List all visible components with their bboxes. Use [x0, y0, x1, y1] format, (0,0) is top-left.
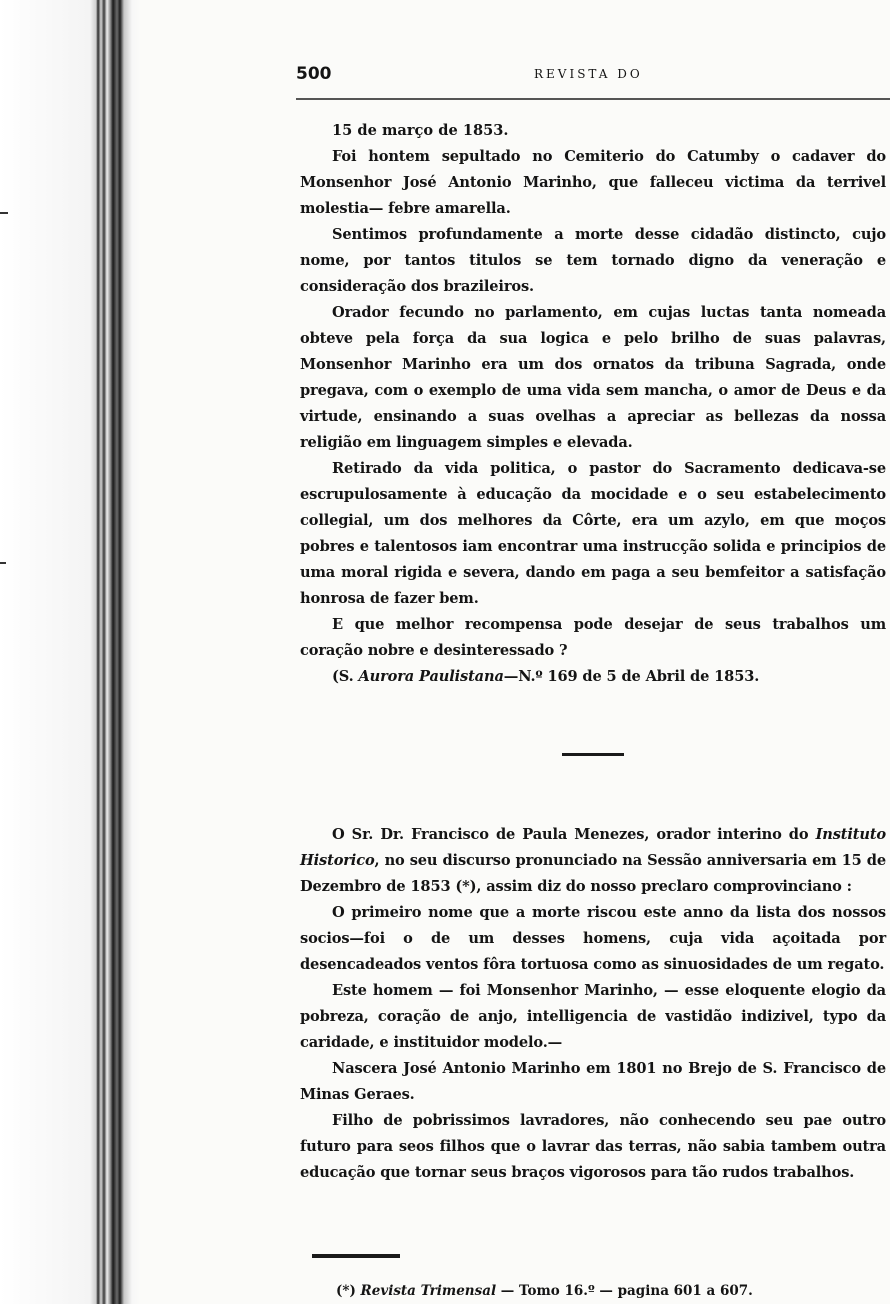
- citation-suffix: —N.º 169 de 5 de Abril de 1853.: [503, 668, 760, 685]
- speech-excerpt: [300, 822, 886, 1186]
- page-header: [296, 64, 888, 88]
- paragraph: Foi hontem sepultado no Cemiterio do Catumby o cadaver do Monsenhor José Antonio Marinho, que falleceu victima da terrivel molestia— febre amarella.: [300, 148, 886, 217]
- footnote-mark: (*): [336, 1283, 361, 1299]
- intro-text-continued: , no seu discurso pronunciado na Sessão anniversaria em 15 de Dezembro de 1853 (*), assim diz do nosso preclaro comprovinciano :: [300, 852, 886, 895]
- institution-name: Instituto Historico: [300, 826, 886, 869]
- intro-text: O Sr. Dr. Francisco de Paula Menezes, orador interino do: [332, 826, 816, 843]
- citation: [300, 664, 886, 690]
- footnote: [336, 1280, 876, 1302]
- paragraph: E que melhor recompensa pode desejar de seus trabalhos um coração nobre e desinteressado ?: [300, 616, 886, 659]
- footnote-journal: Revista Trimensal: [360, 1283, 497, 1299]
- paragraph: Nascera José Antonio Marinho em 1801 no Brejo de S. Francisco de Minas Geraes.: [300, 1060, 886, 1103]
- footnote-text: — Tomo 16.º — pagina 601 a 607.: [496, 1283, 753, 1299]
- intro-paragraph: [300, 822, 886, 900]
- page-number: 500: [296, 64, 332, 84]
- page-edge-mark: [0, 562, 6, 564]
- paragraph: Orador fecundo no parlamento, em cujas luctas tanta nomeada obteve pela força da sua logica e pelo brilho de suas palavras, Monsenhor Marinho era um dos ornatos da tribuna Sagrada, onde pregava, com o exemplo de uma vida sem mancha, o amor de Deus e da virtude, ensinando a suas ovelhas a apreciar as bellezas da nossa religião em linguagem simples e elevada.: [300, 304, 886, 451]
- paragraph: Retirado da vida politica, o pastor do Sacramento dedicava-se escrupulosamente à educação da mocidade e o seu estabelecimento collegial, um dos melhores da Côrte, era um azylo, em que moços pobres e talentosos iam encontrar uma instrucção solida e principios de uma moral rigida e severa, dando em paga a seu bemfeitor a satisfação honrosa de fazer bem.: [300, 460, 886, 607]
- section-separator: [562, 753, 624, 756]
- paragraph: Filho de pobrissimos lavradores, não conhecendo seu pae outro futuro para seos filhos que o lavrar das terras, não sabia tambem outra educação que tornar seus braços vigorosos para tão rudos trabalhos.: [300, 1112, 886, 1181]
- obituary-article: [300, 118, 886, 690]
- running-title: REVISTA DO: [534, 67, 643, 81]
- article-date: 15 de março de 1853.: [332, 122, 509, 139]
- footnote-rule: [312, 1254, 400, 1258]
- paragraph: Este homem — foi Monsenhor Marinho, — esse eloquente elogio da pobreza, coração de anjo, intelligencia de vastidão indizivel, typo da caridade, e instituidor modelo.—: [300, 982, 886, 1051]
- paragraph: Sentimos profundamente a morte desse cidadão distincto, cujo nome, por tantos titulos se tem tornado digno da veneração e consideração dos brazileiros.: [300, 226, 886, 295]
- header-rule: [296, 98, 890, 100]
- book-binding-edge: [0, 0, 140, 1304]
- paragraph: O primeiro nome que a morte riscou este anno da lista dos nossos socios—foi o de um desses homens, cuja vida açoitada por desencadeados ventos fôra tortuosa como as sinuosidades de um regato.: [300, 904, 886, 973]
- page-edge-mark: [0, 212, 8, 214]
- citation-journal: Aurora Paulistana: [358, 668, 504, 685]
- citation-prefix: (S.: [332, 668, 359, 685]
